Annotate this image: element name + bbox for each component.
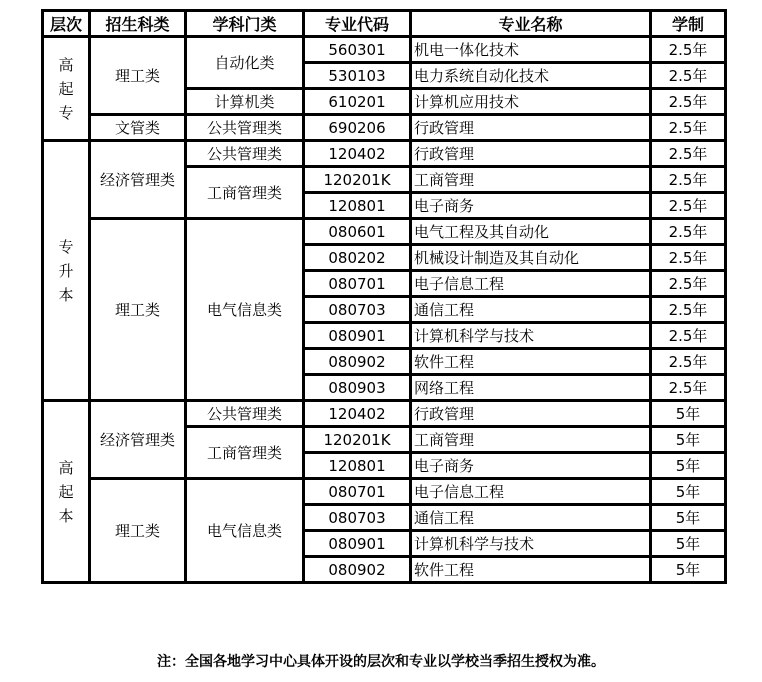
major-years: 2.5年 xyxy=(651,245,726,271)
footnote: 注：全国各地学习中心具体开设的层次和专业以学校当季招生授权为准。 xyxy=(157,654,605,670)
major-name: 工商管理 xyxy=(411,427,651,453)
table-row xyxy=(43,115,726,141)
header-code: 专业代码 xyxy=(304,11,411,37)
major-code: 610201 xyxy=(304,89,411,115)
major-years: 5年 xyxy=(651,453,726,479)
header-discipline: 学科门类 xyxy=(186,11,304,37)
major-code: 080901 xyxy=(304,531,411,557)
category-cell: 理工类 xyxy=(90,219,186,401)
major-code: 120402 xyxy=(304,141,411,167)
major-years: 2.5年 xyxy=(651,349,726,375)
table-row xyxy=(43,401,726,427)
level-cell: 高起专 xyxy=(43,37,90,141)
discipline-cell: 工商管理类 xyxy=(186,427,304,479)
major-code: 120201K xyxy=(304,427,411,453)
table-row xyxy=(43,37,726,63)
major-name: 通信工程 xyxy=(411,297,651,323)
major-code: 080202 xyxy=(304,245,411,271)
major-code: 080703 xyxy=(304,297,411,323)
major-name: 机械设计制造及其自动化 xyxy=(411,245,651,271)
header-major: 专业名称 xyxy=(411,11,651,37)
major-name: 计算机科学与技术 xyxy=(411,531,651,557)
category-cell: 理工类 xyxy=(90,479,186,583)
table-row xyxy=(43,479,726,505)
major-code: 080903 xyxy=(304,375,411,401)
major-years: 5年 xyxy=(651,401,726,427)
major-code: 080703 xyxy=(304,505,411,531)
major-code: 530103 xyxy=(304,63,411,89)
major-name: 行政管理 xyxy=(411,401,651,427)
category-cell: 经济管理类 xyxy=(90,141,186,219)
major-years: 2.5年 xyxy=(651,37,726,63)
major-name: 电力系统自动化技术 xyxy=(411,63,651,89)
major-years: 2.5年 xyxy=(651,141,726,167)
majors-table xyxy=(41,9,727,584)
major-code: 560301 xyxy=(304,37,411,63)
major-code: 120201K xyxy=(304,167,411,193)
discipline-cell: 计算机类 xyxy=(186,89,304,115)
major-years: 5年 xyxy=(651,427,726,453)
discipline-cell: 公共管理类 xyxy=(186,115,304,141)
major-years: 5年 xyxy=(651,531,726,557)
discipline-cell: 电气信息类 xyxy=(186,479,304,583)
major-years: 2.5年 xyxy=(651,271,726,297)
header-years: 学制 xyxy=(651,11,726,37)
major-name: 通信工程 xyxy=(411,505,651,531)
major-name: 行政管理 xyxy=(411,115,651,141)
level-cell: 高起本 xyxy=(43,401,90,583)
header-category: 招生科类 xyxy=(90,11,186,37)
table-row xyxy=(43,219,726,245)
header-level: 层次 xyxy=(43,11,90,37)
discipline-cell: 自动化类 xyxy=(186,37,304,89)
major-code: 120402 xyxy=(304,401,411,427)
header-row xyxy=(43,11,726,37)
major-name: 网络工程 xyxy=(411,375,651,401)
major-code: 080901 xyxy=(304,323,411,349)
major-years: 2.5年 xyxy=(651,297,726,323)
major-code: 080701 xyxy=(304,271,411,297)
major-name: 软件工程 xyxy=(411,557,651,583)
major-years: 5年 xyxy=(651,557,726,583)
major-name: 行政管理 xyxy=(411,141,651,167)
discipline-cell: 电气信息类 xyxy=(186,219,304,401)
discipline-cell: 工商管理类 xyxy=(186,167,304,219)
discipline-cell: 公共管理类 xyxy=(186,141,304,167)
major-code: 080601 xyxy=(304,219,411,245)
category-cell: 经济管理类 xyxy=(90,401,186,479)
major-name: 电子信息工程 xyxy=(411,271,651,297)
major-years: 2.5年 xyxy=(651,115,726,141)
major-years: 2.5年 xyxy=(651,323,726,349)
major-name: 机电一体化技术 xyxy=(411,37,651,63)
major-years: 2.5年 xyxy=(651,193,726,219)
category-cell: 理工类 xyxy=(90,37,186,115)
major-name: 工商管理 xyxy=(411,167,651,193)
major-name: 电子商务 xyxy=(411,193,651,219)
major-years: 5年 xyxy=(651,479,726,505)
major-name: 计算机科学与技术 xyxy=(411,323,651,349)
major-years: 2.5年 xyxy=(651,167,726,193)
major-code: 690206 xyxy=(304,115,411,141)
major-years: 2.5年 xyxy=(651,219,726,245)
level-cell: 专升本 xyxy=(43,141,90,401)
major-code: 080902 xyxy=(304,557,411,583)
major-code: 120801 xyxy=(304,453,411,479)
major-name: 计算机应用技术 xyxy=(411,89,651,115)
major-code: 080902 xyxy=(304,349,411,375)
major-name: 电子商务 xyxy=(411,453,651,479)
discipline-cell: 公共管理类 xyxy=(186,401,304,427)
major-name: 电子信息工程 xyxy=(411,479,651,505)
category-cell: 文管类 xyxy=(90,115,186,141)
major-years: 2.5年 xyxy=(651,63,726,89)
major-years: 2.5年 xyxy=(651,89,726,115)
major-name: 软件工程 xyxy=(411,349,651,375)
major-name: 电气工程及其自动化 xyxy=(411,219,651,245)
major-years: 2.5年 xyxy=(651,375,726,401)
major-code: 120801 xyxy=(304,193,411,219)
table-row xyxy=(43,141,726,167)
major-years: 5年 xyxy=(651,505,726,531)
major-code: 080701 xyxy=(304,479,411,505)
